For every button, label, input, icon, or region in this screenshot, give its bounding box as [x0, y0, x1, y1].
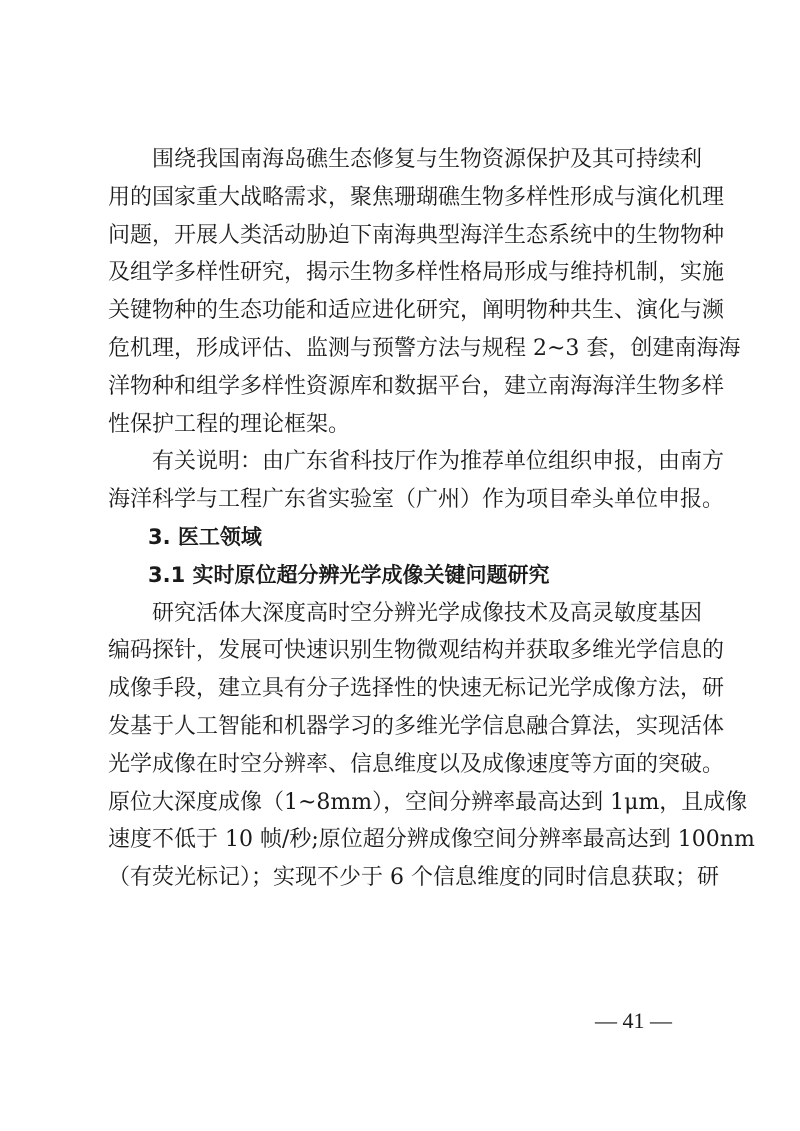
text-line: 海洋科学与工程广东省实验室（广州）作为项目牵头单位申报。 — [108, 487, 725, 513]
text-line: 洋物种和组学多样性资源库和数据平台，建立南海海洋生物多样 — [108, 373, 725, 399]
text-line: 研究活体大深度高时空分辨光学成像技术及高灵敏度基因 — [152, 600, 703, 626]
text-line: （有荧光标记）；实现不少于 6 个信息维度的同时信息获取；研 — [108, 865, 719, 891]
text-line: 及组学多样性研究，揭示生物多样性格局形成与维持机制，实施 — [108, 260, 725, 286]
text-line: 有关说明：由广东省科技厅作为推荐单位组织申报，由南方 — [152, 449, 725, 475]
document-page — [108, 141, 755, 897]
page-number: — 41 — — [595, 1008, 672, 1033]
text-line: 编码探针，发展可快速识别生物微观结构并获取多维光学信息的 — [108, 638, 725, 664]
text-line: 关键物种的生态功能和适应进化研究，阐明物种共生、演化与濒 — [108, 298, 725, 324]
text-line: 围绕我国南海岛礁生态修复与生物资源保护及其可持续利 — [152, 147, 703, 172]
text-line: 发基于人工智能和机器学习的多维光学信息融合算法，实现活体 — [108, 713, 725, 739]
text-line: 性保护工程的理论框架。 — [108, 411, 351, 437]
text-line: 原位大深度成像（1~8mm），空间分辨率最高达到 1μm，且成像 — [108, 789, 748, 815]
text-line: 危机理，形成评估、监测与预警方法与规程 2~3 套，创建南海海 — [108, 335, 741, 361]
paragraph-related-notes — [108, 443, 725, 519]
paragraph-optical-imaging-research — [108, 595, 755, 897]
text-line: 速度不低于 10 帧/秒;原位超分辨成像空间分辨率最高达到 100nm — [108, 827, 755, 853]
text-line: 成像手段，建立具有分子选择性的快速无标记光学成像方法，研 — [108, 676, 725, 702]
paragraph-coral-reef-research — [108, 141, 741, 443]
text-line: 问题，开展人类活动胁迫下南海典型海洋生态系统中的生物物种 — [108, 222, 725, 248]
text-line: 用的国家重大战略需求，聚焦珊瑚礁生物多样性形成与演化机理 — [108, 184, 725, 210]
section-heading: 3. 医工领域 — [148, 524, 262, 549]
text-line: 光学成像在时空分辨率、信息维度以及成像速度等方面的突破。 — [108, 751, 725, 777]
subsection-heading: 3.1 实时原位超分辨光学成像关键问题研究 — [148, 562, 550, 587]
